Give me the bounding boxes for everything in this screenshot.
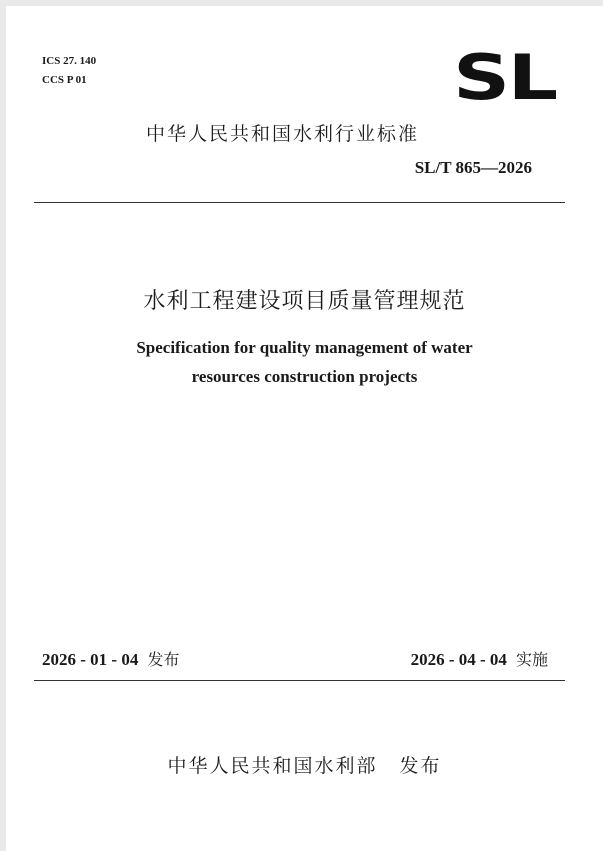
ics-code: ICS 27. 140: [42, 55, 97, 67]
implementation-date: 2026 - 04 - 04: [410, 650, 507, 669]
ccs-code: CCS P 01: [42, 74, 87, 86]
sl-logo: SL: [453, 41, 556, 114]
implementation-date-block: [411, 647, 548, 670]
english-title-line-1: Specification for quality management of water: [136, 338, 473, 357]
implementation-label: 实施: [515, 650, 548, 669]
issue-date-block: [42, 647, 179, 670]
document-title-chinese: 水利工程建设项目质量管理规范: [143, 289, 466, 314]
issue-date: 2026 - 01 - 04: [42, 650, 139, 669]
publisher-name: 中华人民共和国水利部: [167, 755, 378, 777]
top-divider: [34, 202, 565, 203]
english-title-line-2: resources construction projects: [191, 367, 418, 386]
publisher-action: 发布: [399, 755, 442, 777]
industry-standard-title: 中华人民共和国水利行业标准: [146, 123, 420, 145]
publisher-line: [6, 751, 603, 778]
bottom-divider: [34, 680, 565, 681]
document-title-english: [6, 333, 603, 391]
classification-codes: [42, 52, 96, 90]
issue-label: 发布: [147, 650, 180, 669]
standard-number: SL/T 865—2026: [414, 158, 532, 177]
